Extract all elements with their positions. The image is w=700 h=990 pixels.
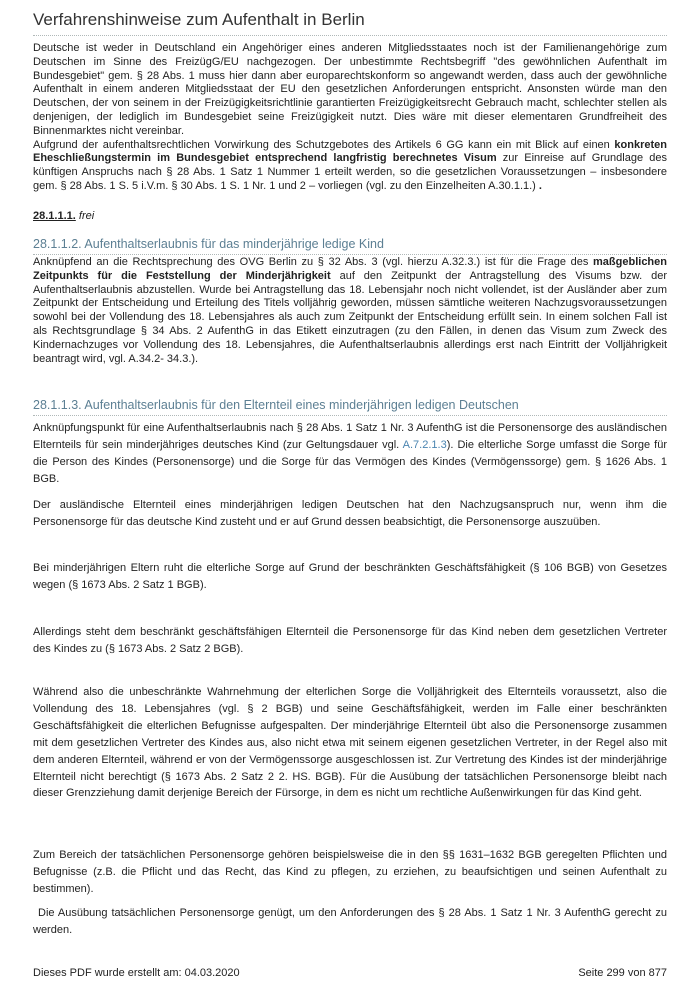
section-28-1-1-3-paragraph-1 bbox=[33, 420, 667, 488]
section-28-1-1-1-text: frei bbox=[78, 210, 95, 222]
section-28-1-1-3-paragraph-3: Bei minderjährigen Eltern ruht die elterliche Sorge auf Grund der beschränkten Geschäftsfähigkeit (§ 106 BGB) von Gesetzes wegen (§ 1673 Abs. 2 Satz 1 BGB). bbox=[33, 562, 667, 591]
section-28-1-1-3-p6-block bbox=[33, 847, 667, 898]
page-title: Verfahrenshinweise zum Aufenthalt in Berlin bbox=[33, 10, 365, 29]
section-28-1-1-3-paragraph-5: Während also die unbeschränkte Wahrnehmung der elterlichen Sorge die Volljährigkeit des Elternteils voraussetzt, also die Vollendung des 18. Lebensjahres (vgl. § 2 BGB) und seine Geschäftsfähigkeit, werden im Falle einer beschränkten Geschäftsfähigkeit die elterlichen Befugnisse aufgespalten. Der minderjährige Elternteil übt also die Personensorge zusammen mit dem gesetzlichen Vertreter des Kindes aus, also nicht etwa mit seinem eigenen gesetzlichen Vertreter, in der Regel also mit dem anderen Elternteil, während er von der Vermögenssorge ausgeschlossen ist. Zur Vertretung des Kindes ist der minderjährige Elternteil nicht berechtigt (§ 1673 Abs. 2 Satz 2 2. HS. BGB). Für die Ausübung der tatsächlichen Personensorge bleibt nach dieser Grenzziehung damit derjenige Bereich der Fürsorge, in dem es nicht um rechtliche Außenwirkungen für das Kind geht. bbox=[33, 686, 667, 800]
footer-page-number: Seite 299 von 877 bbox=[578, 967, 667, 979]
section-28-1-1-3-paragraph-2: Der ausländische Elternteil eines minderjährigen ledigen Deutschen hat den Nachzugsanspruch nur, wenn ihm die Personensorge für das deutsche Kind zusteht und er auf Grund dessen beabsichtigt, die Personensorge auszuüben. bbox=[33, 499, 667, 528]
section-28-1-1-3-paragraph-4: Allerdings steht dem beschränkt geschäftsfähigen Elternteil die Personensorge für das Kind neben dem gesetzlichen Vertreter des Kindes zu (§ 1673 Abs. 2 Satz 2 BGB). bbox=[33, 626, 667, 655]
section-28-1-1-1-number: 28.1.1.1. bbox=[33, 210, 76, 222]
section-28-1-1-3-p1-before: Anknüpfungspunkt für eine Aufenthaltserlaubnis nach § 28 Abs. 1 Satz 1 Nr. 3 AufenthG ist die Personensorge des ausländischen Elternteils für sein minderjähriges deutsches Kind (zur Geltungsdauer vgl. bbox=[33, 422, 667, 451]
section-28-1-1-2-bold: maßgeblichen Zeitpunkts für die Feststellung der Minderjährigkeit bbox=[33, 256, 667, 282]
section-28-1-1-2 bbox=[33, 256, 667, 366]
section-28-1-1-2-divider bbox=[33, 254, 667, 255]
section-28-1-1-2-text-before: Anknüpfend an die Rechtsprechung des OVG Berlin zu § 32 Abs. 3 (vgl. hierzu A.32.3.) ist für die Frage des bbox=[33, 256, 594, 268]
section-28-1-1-2-heading: 28.1.1.2. Aufenthaltserlaubnis für das minderjährige ledige Kind bbox=[33, 237, 384, 251]
intro-paragraph-1: Deutsche ist weder in Deutschland ein Angehöriger eines anderen Mitgliedsstaates noch ist der Familienangehörige zum Deutschen im Sinne des FreizügG/EU nachgezogen. Der unbestimmte Rechtsbegriff "des gewöhnlichen Aufenthalt im Bundesgebiet" gem. § 28 Abs. 1 muss hier dann aber europarechtskonform so angewandt werden, dass auch der gewöhnliche Aufenthalt in einem anderen Mitgliedsstaat der EU den gesetzlichen Anforderungen entspricht. Ansonsten würde man den Deutschen, der von seinem in der Freizügigkeitsrichtlinie garantierten Freizügigkeitsrecht Gebrauch macht, schlechter stellen als denjenigen, der lediglich im Bundesgebiet seine Freizügigkeit nutzt. Dies wäre mit dieser elementaren Grundfreiheit des Binnenmarktes nicht vereinbar. bbox=[33, 42, 667, 137]
section-28-1-1-3-paragraph-6: Zum Bereich der tatsächlichen Personensorge gehören beispielsweise die in den §§ 1631–1632 BGB geregelten Pflichten und Befugnisse (z.B. die Pflicht und das Recht, das Kind zu pflegen, zu erziehen, zu beaufsichtigen und seinen Aufenthalt zu bestimmen). bbox=[33, 849, 667, 895]
section-28-1-1-3-p3-block bbox=[33, 560, 667, 594]
footer-created-date: Dieses PDF wurde erstellt am: 04.03.2020 bbox=[33, 967, 240, 979]
section-28-1-1-3 bbox=[33, 420, 667, 488]
intro-p2-text-before: Aufgrund der aufenthaltsrechtlichen Vorwirkung des Schutzgebotes des Artikels 6 GG kann ein mit Blick auf einen bbox=[33, 138, 615, 151]
section-28-1-1-3-p1-after: ). Die elterliche Sorge umfasst die Sorge für die Person des Kindes (Personensorge) und die Sorge für das Vermögen des Kindes (Vermögenssorge) gem. § 1626 Abs. 1 BGB. bbox=[33, 439, 667, 485]
section-28-1-1-3-paragraph-7: Die Ausübung tatsächlichen Personensorge genügt, um den Anforderungen des § 28 Abs. 1 Satz 1 Nr. 3 AufenthG gerecht zu werden. bbox=[33, 907, 667, 936]
reference-link-a7213[interactable]: A.7.2.1.3 bbox=[402, 439, 447, 451]
intro-p2-end: . bbox=[538, 179, 542, 192]
section-28-1-1-3-heading: 28.1.1.3. Aufenthaltserlaubnis für den Elternteil eines minderjährigen ledigen Deutschen bbox=[33, 398, 519, 412]
intro-section bbox=[33, 42, 667, 194]
section-28-1-1-1-line bbox=[33, 210, 667, 224]
section-28-1-1-3-divider bbox=[33, 415, 667, 416]
section-28-1-1-3-p5-block bbox=[33, 684, 667, 802]
section-28-1-1-3-p4-block bbox=[33, 624, 667, 658]
intro-paragraph-2 bbox=[33, 139, 667, 194]
section-28-1-1-2-paragraph bbox=[33, 256, 667, 366]
section-28-1-1-1 bbox=[33, 210, 667, 224]
section-28-1-1-3-p7-block bbox=[33, 905, 667, 939]
intro-p2-text-after: zur Einreise auf Grundlage des künftigen Anspruchs nach § 28 Abs. 1 Satz 1 Nummer 1 erteilt werden, so die gesetzlichen Voraussetzungen – insbesondere gem. § 28 Abs. 1 S. 5 i.V.m. § 30 Abs. 1 S. 1 Nr. 1 und 2 – vorliegen (vgl. zu den Einzelheiten A.30.1.1.) bbox=[33, 152, 667, 192]
intro-p2-bold: konkreten Eheschließungstermin im Bundesgebiet entsprechend langfristig berechnetes Visum bbox=[33, 138, 667, 165]
section-28-1-1-3-p2-block bbox=[33, 497, 667, 531]
section-28-1-1-2-text-after: auf den Zeitpunkt der Antragstellung des Visums bzw. der Aufenthaltserlaubnis abzustellen. Wurde bei Antragstellung das 18. Lebensjahr noch nicht vollendet, ist der Ausländer aber zum Zeitpunkt der Entscheidung und Erteilung des Titels volljährig geworden, müssen sämtliche weiteren Nachzugsvoraussetzungen sowohl bei der Vollendung des 18. Lebensjahres als auch zum Zeitpunkt der Entscheidung erfüllt sein. In einem solchen Fall ist als Rechtsgrundlage § 34 Abs. 2 AufenthG in das Etikett einzutragen (zu den Fällen, in denen das Visum zum Zweck des Kindernachzuges vor Vollendung des 18. Lebensjahres, die Aufenthaltserlaubnis allerdings erst nach Eintritt der Volljährigkeit beantragt wird, vgl. A.34.2- 34.3.). bbox=[33, 269, 667, 365]
title-divider bbox=[33, 35, 667, 36]
